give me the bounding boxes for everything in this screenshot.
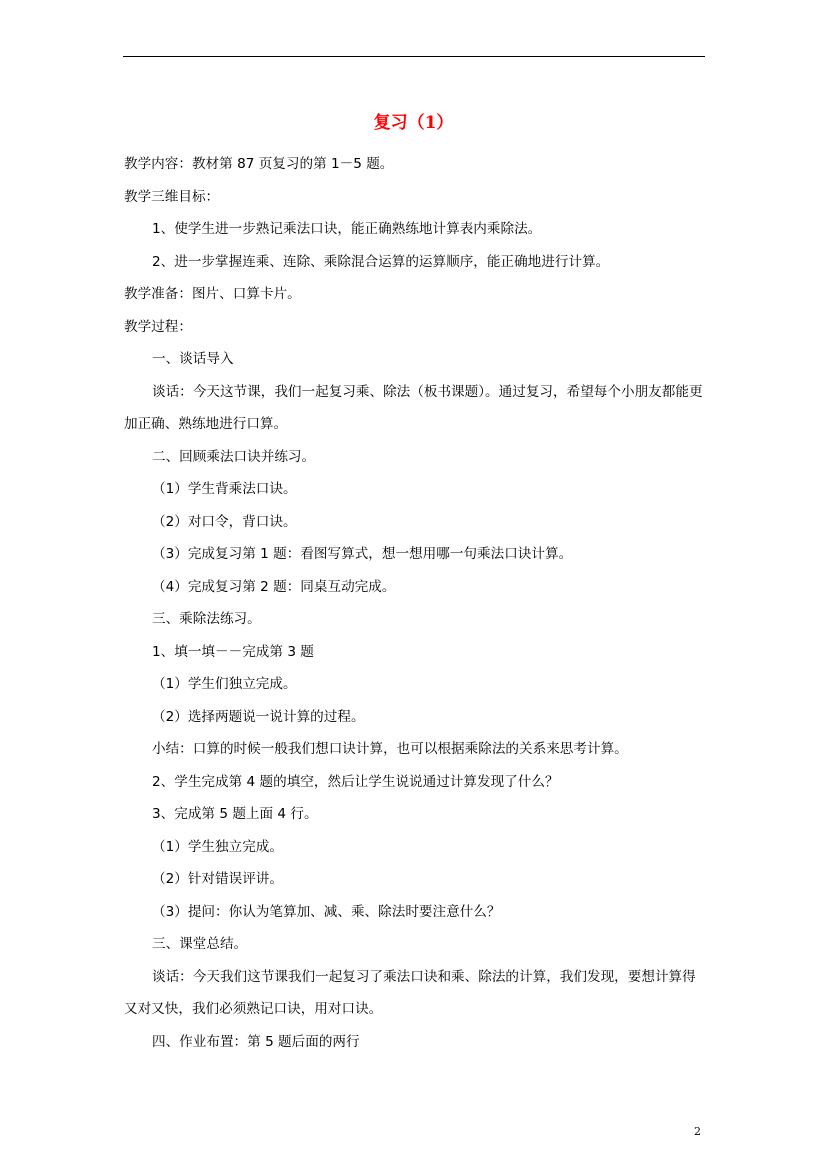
body-paragraph: 小结：口算的时候一般我们想口诀计算，也可以根据乘除法的关系来思考计算。 [152, 741, 628, 757]
body-paragraph: （1）学生背乘法口诀。 [152, 481, 297, 497]
body-paragraph: 三、乘除法练习。 [152, 611, 261, 627]
body-paragraph: 1、使学生进一步熟记乘法口诀，能正确熟练地计算表内乘除法。 [152, 221, 542, 237]
body-paragraph: （1）学生独立完成。 [152, 838, 283, 855]
body-paragraph: 3、完成第 5 题上面 4 行。 [152, 806, 318, 822]
body-paragraph: 2、进一步掌握连乘、连除、乘除混合运算的运算顺序，能正确地进行计算。 [152, 253, 610, 270]
body-paragraph: 1、填一填－－完成第 3 题 [152, 643, 314, 660]
body-paragraph: （4）完成复习第 2 题：同桌互动完成。 [152, 578, 396, 595]
body-paragraph: 谈话：今天我们这节课我们一起复习了乘法口诀和乘、除法的计算，我们发现，要想计算得又对又快，我们必须熟记口诀，用对口诀。 [124, 968, 696, 1017]
document-body [124, 148, 706, 1058]
body-paragraph: （2）对口令，背口诀。 [152, 513, 297, 530]
body-paragraph: （1）学生们独立完成。 [152, 676, 297, 692]
page-number: 2 [694, 1125, 701, 1138]
body-paragraph: 二、回顾乘法口诀并练习。 [152, 448, 316, 465]
body-paragraph: 一、谈话导入 [152, 351, 234, 367]
body-paragraph: 教学内容：教材第 87 页复习的第 1－5 题。 [124, 156, 394, 172]
header-rule [123, 56, 705, 57]
body-paragraph: （2）选择两题说一说计算的过程。 [152, 708, 365, 725]
body-paragraph: 谈话：今天这节课，我们一起复习乘、除法（板书课题）。通过复习，希望每个小朋友都能更加正确、熟练地进行口算。 [124, 383, 703, 432]
body-paragraph: 教学三维目标： [124, 188, 220, 205]
body-paragraph: （3）完成复习第 1 题：看图写算式，想一想用哪一句乘法口诀计算。 [152, 546, 573, 562]
body-paragraph: （2）针对错误评讲。 [152, 871, 283, 887]
body-paragraph: 三、课堂总结。 [152, 936, 248, 952]
body-paragraph: 教学过程： [124, 318, 192, 335]
body-paragraph: 2、学生完成第 4 题的填空，然后让学生说说通过计算发现了什么？ [152, 773, 559, 790]
body-paragraph: 教学准备：图片、口算卡片。 [124, 286, 301, 302]
document-title: 复习（1） [373, 113, 454, 133]
body-paragraph: （3）提问：你认为笔算加、减、乘、除法时要注意什么？ [152, 903, 501, 920]
body-paragraph: 四、作业布置：第 5 题后面的两行 [152, 1033, 360, 1050]
